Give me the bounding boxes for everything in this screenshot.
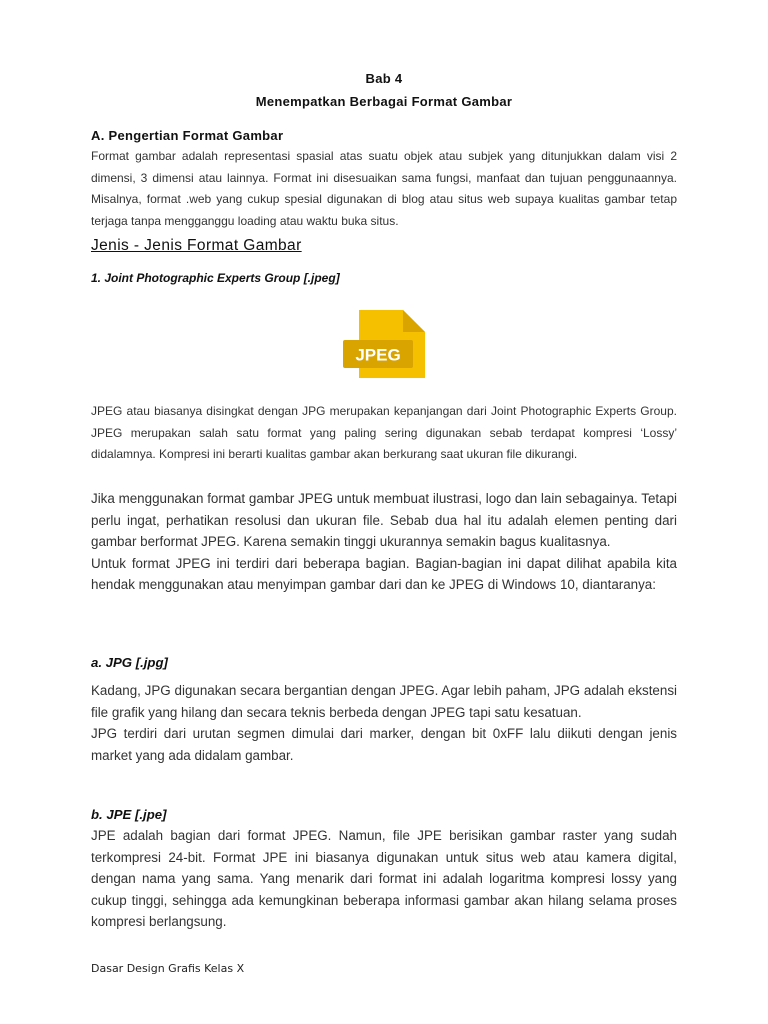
sub-b-paragraph <box>91 825 677 933</box>
sub-b-para-text: JPE adalah bagian dari format JPEG. Namun, file JPE berisikan gambar raster yang sudah terkompresi 24-bit. Format JPE ini biasanya digunakan untuk situs web atau kamera digital, dengan nama yang sama. Yang menarik dari format ini adalah logaritma kompresi lossy yang cukup tinggi, sehingga ada kemungkinan beberapa informasi gambar akan hilang selama proses kompresi berlangsung. <box>91 828 677 929</box>
sub-a-paragraph <box>91 680 677 766</box>
jpeg-para3-text: Untuk format JPEG ini terdiri dari beberapa bagian. Bagian-bagian ini dapat dilihat apabila kita hendak menggunakan atau menyimpan gambar dari dan ke JPEG di Windows 10, diantaranya: <box>91 555 677 592</box>
jpeg-file-icon <box>343 310 425 378</box>
jpeg-file-icon-svg <box>343 310 425 378</box>
chapter-number: Bab 4 <box>365 71 403 86</box>
sub-a-para2-text: JPG terdiri dari urutan segmen dimulai dari marker, dengan bit 0xFF lalu diikuti dengan jenis market yang ada didalam gambar. <box>91 726 677 763</box>
jenis-heading: Jenis - Jenis Format Gambar <box>91 237 302 254</box>
jpeg-icon-label: JPEG <box>355 345 401 365</box>
jpeg-paragraph-1 <box>91 401 677 466</box>
item1-heading: 1. Joint Photographic Experts Group [.jpeg] <box>91 271 340 285</box>
sub-a-heading: a. JPG [.jpg] <box>91 655 168 670</box>
sub-b-heading: b. JPE [.jpe] <box>91 807 167 822</box>
sub-a-para1-text: Kadang, JPG digunakan secara bergantian dengan JPEG. Agar lebih paham, JPG adalah ekstensi file grafik yang hilang dan secara teknis berbeda dengan JPEG tapi satu kesatuan. <box>91 683 677 720</box>
page-footer: Dasar Design Grafis Kelas X <box>91 962 245 975</box>
chapter-title: Menempatkan Berbagai Format Gambar <box>255 94 513 109</box>
jpeg-para2-text: Jika menggunakan format gambar JPEG untuk membuat ilustrasi, logo dan lain sebagainya. Tetapi perlu ingat, perhatikan resolusi dan ukuran file. Sebab dua hal itu adalah elemen penting dari gambar berformat JPEG. Karena semakin tinggi ukurannya semakin bagus kualitasnya. <box>91 491 677 549</box>
jpeg-para1-text: JPEG atau biasanya disingkat dengan JPG merupakan kepanjangan dari Joint Photographic Experts Group. JPEG merupakan salah satu format yang paling sering digunakan sebab terdapat kompresi ‘Lossy’ didalamnya. Kompresi ini berarti kualitas gambar akan berkurang saat ukuran file dikurangi. <box>91 404 677 461</box>
intro-text: Format gambar adalah representasi spasial atas suatu objek atau subjek yang ditunjukkan dalam visi 2 dimensi, 3 dimensi atau lainnya. Format ini disesuaikan sama fungsi, manfaat dan tujuan penggunaannya. Misalnya, format .web yang cukup spesial digunakan di blog atau situs web supaya kualitas gambar tetap terjaga tanpa mengganggu loading atau waktu buka situs. <box>91 149 677 228</box>
section-heading-a: A. Pengertian Format Gambar <box>91 128 284 143</box>
intro-paragraph <box>91 146 677 232</box>
jpeg-paragraph-2 <box>91 488 677 596</box>
